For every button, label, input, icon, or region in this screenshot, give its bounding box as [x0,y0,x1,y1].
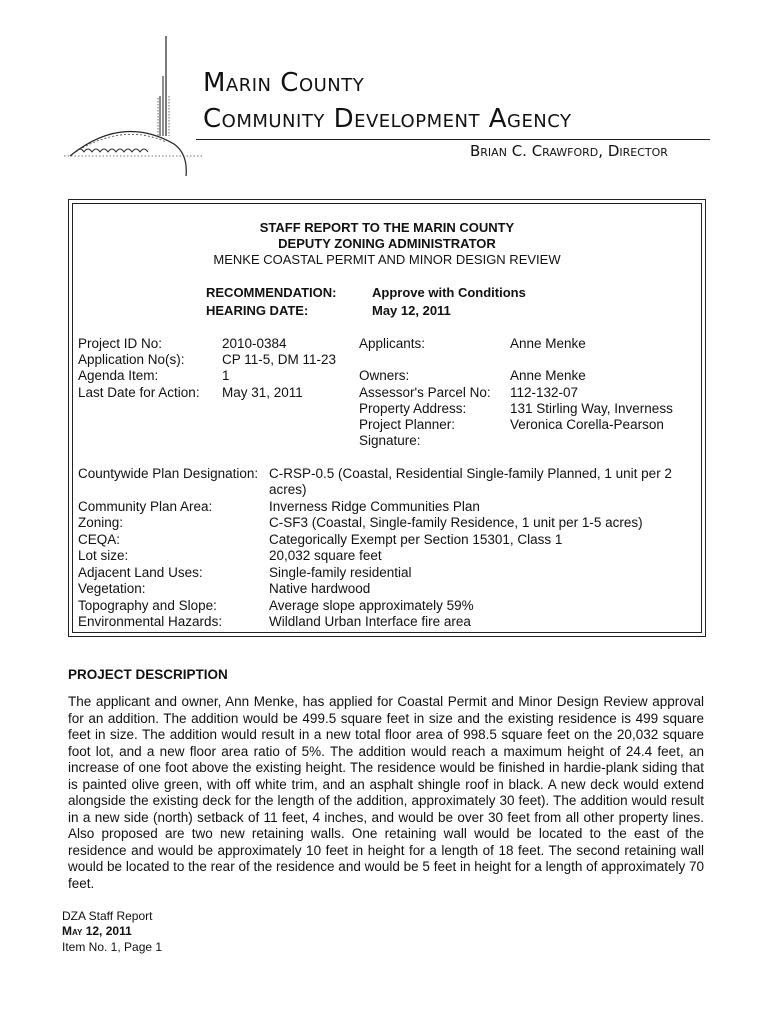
last-date-value: May 31, 2011 [222,385,303,400]
report-title-line2: DEPUTY ZONING ADMINISTRATOR [278,236,496,251]
adjacent-land-uses-label: Adjacent Land Uses: [78,565,203,580]
community-plan-label: Community Plan Area: [78,499,213,514]
zoning-value: C-SF3 (Coastal, Single-family Residence, 1 unit per 1-5 acres) [269,515,643,530]
application-no-value: CP 11-5, DM 11-23 [222,352,337,367]
topography-label: Topography and Slope: [78,598,217,613]
property-address-value: 131 Stirling Way, Inverness [510,401,673,416]
owners-value: Anne Menke [510,368,586,383]
lot-size-label: Lot size: [78,548,129,563]
project-id-label: Project ID No: [78,336,163,351]
last-date-label: Last Date for Action: [78,385,200,400]
recommendation-value: Approve with Conditions [372,285,526,300]
project-description-heading: PROJECT DESCRIPTION [68,667,228,682]
footer-date: May 12, 2011 [62,924,132,938]
zoning-label: Zoning: [78,515,124,530]
property-address-label: Property Address: [359,401,467,416]
project-planner-value: Veronica Corella-Pearson [510,417,664,432]
countywide-plan-value-cont: acres) [269,482,307,497]
agenda-item-label: Agenda Item: [78,368,159,383]
report-title-line1: STAFF REPORT TO THE MARIN COUNTY [259,220,515,235]
project-id-value: 2010-0384 [222,336,287,351]
countywide-plan-label: Countywide Plan Designation: [78,466,259,481]
parcel-no-value: 112-132-07 [510,385,579,400]
parcel-no-label: Assessor's Parcel No: [359,385,491,400]
agency-name-line2: Community Development Agency [203,104,572,134]
agency-name-line1: Marin County [203,68,365,98]
county-logo [62,36,202,182]
countywide-plan-value: C-RSP-0.5 (Coastal, Residential Single-family Planned, 1 unit per 2 [269,466,672,481]
vegetation-label: Vegetation: [78,581,146,596]
project-description-text: The applicant and owner, Ann Menke, has applied for Coastal Permit and Minor Design Review approval for an addition. The addition would be 499.5 square feet in size and the existing residence is 499 square feet in size. The addition would result in a new total floor area of 998.5 square feet on the 20,032 square foot lot, and a new floor area ratio of 5%. The addition would reach a maximum height of 24.4 feet, an increase of one foot above the existing height. The residence would be finished in hardie-plank siding that is painted olive green, with off white trim, and an asphalt shingle roof in black. A new deck would extend alongside the existing deck for the length of the addition, approximately 30 feet). The addition would result in a new side (north) setback of 11 feet, 4 inches, and would be over 30 feet from all other property lines. Also proposed are two new retaining walls. One retaining wall would be located to the east of the residence and would be approximately 10 feet in height for a length of 18 feet. The second retaining wall would be located to the rear of the residence and would be 5 feet in height for a length of approximately 70 feet. [68,694,704,891]
topography-value: Average slope approximately 59% [269,598,474,613]
ceqa-label: CEQA: [78,532,121,547]
lot-size-value: 20,032 square feet [269,548,382,563]
ceqa-value: Categorically Exempt per Section 15301, Class 1 [269,532,563,547]
environmental-hazards-value: Wildland Urban Interface fire area [269,614,471,629]
signature-label: Signature: [359,433,421,448]
adjacent-land-uses-value: Single-family residential [269,565,412,580]
environmental-hazards-label: Environmental Hazards: [78,614,223,629]
agenda-item-value: 1 [222,368,230,383]
hearing-date-label: HEARING DATE: [206,303,309,318]
community-plan-value: Inverness Ridge Communities Plan [269,499,480,514]
report-subtitle: MENKE COASTAL PERMIT AND MINOR DESIGN REVIEW [213,252,561,267]
application-no-label: Application No(s): [78,352,185,367]
footer-page: Item No. 1, Page 1 [62,940,163,954]
applicants-label: Applicants: [359,336,426,351]
hearing-date-value: May 12, 2011 [372,303,451,318]
letterhead-rule [196,139,710,140]
recommendation-label: RECOMMENDATION: [206,285,337,300]
owners-label: Owners: [359,368,410,383]
footer-report-name: DZA Staff Report [62,909,153,923]
director-name: Brian C. Crawford, Director [470,142,668,160]
vegetation-value: Native hardwood [269,581,371,596]
applicants-value: Anne Menke [510,336,586,351]
project-planner-label: Project Planner: [359,417,456,432]
